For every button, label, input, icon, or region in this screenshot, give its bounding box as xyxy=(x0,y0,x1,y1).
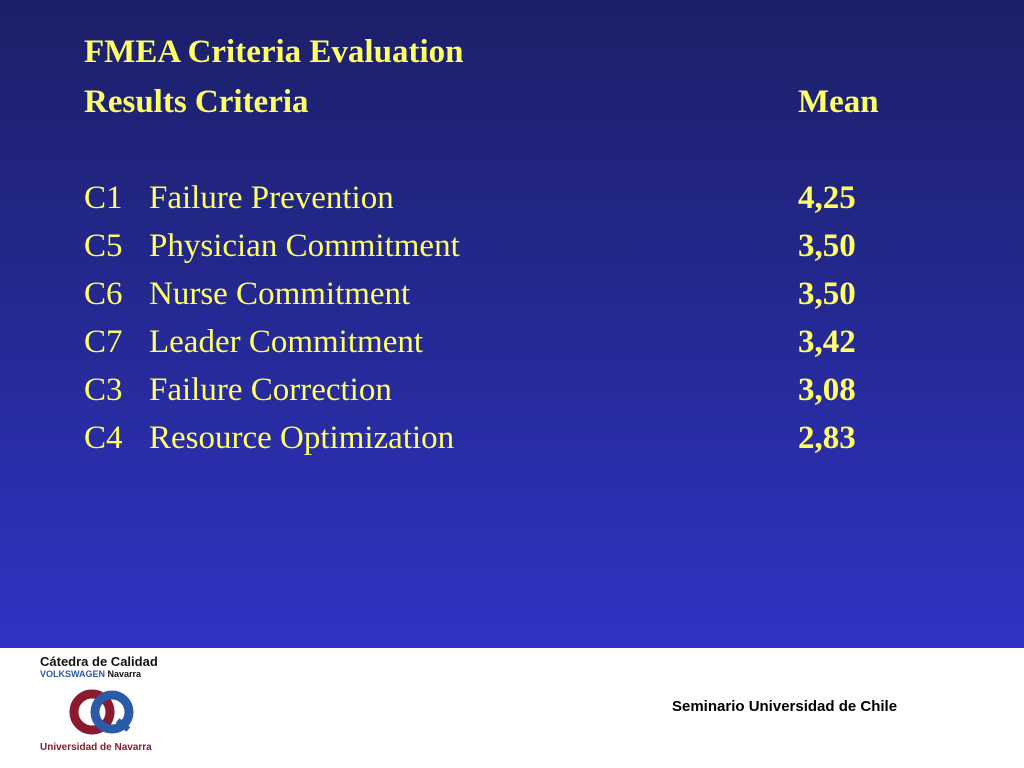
university-name: Universidad de Navarra xyxy=(40,742,152,753)
criteria-row xyxy=(84,272,944,320)
criteria-row xyxy=(84,224,944,272)
criteria-label: Nurse Commitment xyxy=(149,276,411,312)
criteria-label: Physician Commitment xyxy=(149,228,460,264)
header-results-criteria: Results Criteria xyxy=(84,84,309,120)
footer xyxy=(0,648,1024,768)
university-emblem-icon xyxy=(64,682,144,742)
criteria-label: Failure Prevention xyxy=(149,180,394,216)
volkswagen-text: VOLKSWAGEN xyxy=(40,669,106,679)
criteria-mean: 3,50 xyxy=(798,276,856,312)
slide-title: FMEA Criteria Evaluation xyxy=(84,34,464,70)
criteria-code: C7 xyxy=(84,324,123,360)
criteria-code: C4 xyxy=(84,420,123,456)
header-mean: Mean xyxy=(798,84,879,120)
criteria-mean: 2,83 xyxy=(798,420,856,456)
criteria-row xyxy=(84,176,944,224)
table-header xyxy=(84,82,944,122)
seminar-caption: Seminario Universidad de Chile xyxy=(672,698,898,715)
catedra-logo xyxy=(40,654,158,680)
criteria-mean: 3,08 xyxy=(798,372,856,408)
criteria-mean: 3,50 xyxy=(798,228,856,264)
criteria-row xyxy=(84,416,944,464)
criteria-label: Leader Commitment xyxy=(149,324,424,360)
criteria-row xyxy=(84,320,944,368)
catedra-logo-subtitle xyxy=(40,669,158,680)
criteria-code: C5 xyxy=(84,228,123,264)
criteria-code: C1 xyxy=(84,180,123,216)
criteria-mean: 3,42 xyxy=(798,324,856,360)
criteria-code: C6 xyxy=(84,276,123,312)
criteria-label: Failure Correction xyxy=(149,372,392,408)
criteria-label: Resource Optimization xyxy=(149,420,455,456)
criteria-mean: 4,25 xyxy=(798,180,856,216)
navarra-text: Navarra xyxy=(107,669,142,679)
catedra-logo-title: Cátedra de Calidad xyxy=(40,654,158,669)
criteria-code: C3 xyxy=(84,372,123,408)
criteria-row xyxy=(84,368,944,416)
criteria-list xyxy=(84,176,944,464)
